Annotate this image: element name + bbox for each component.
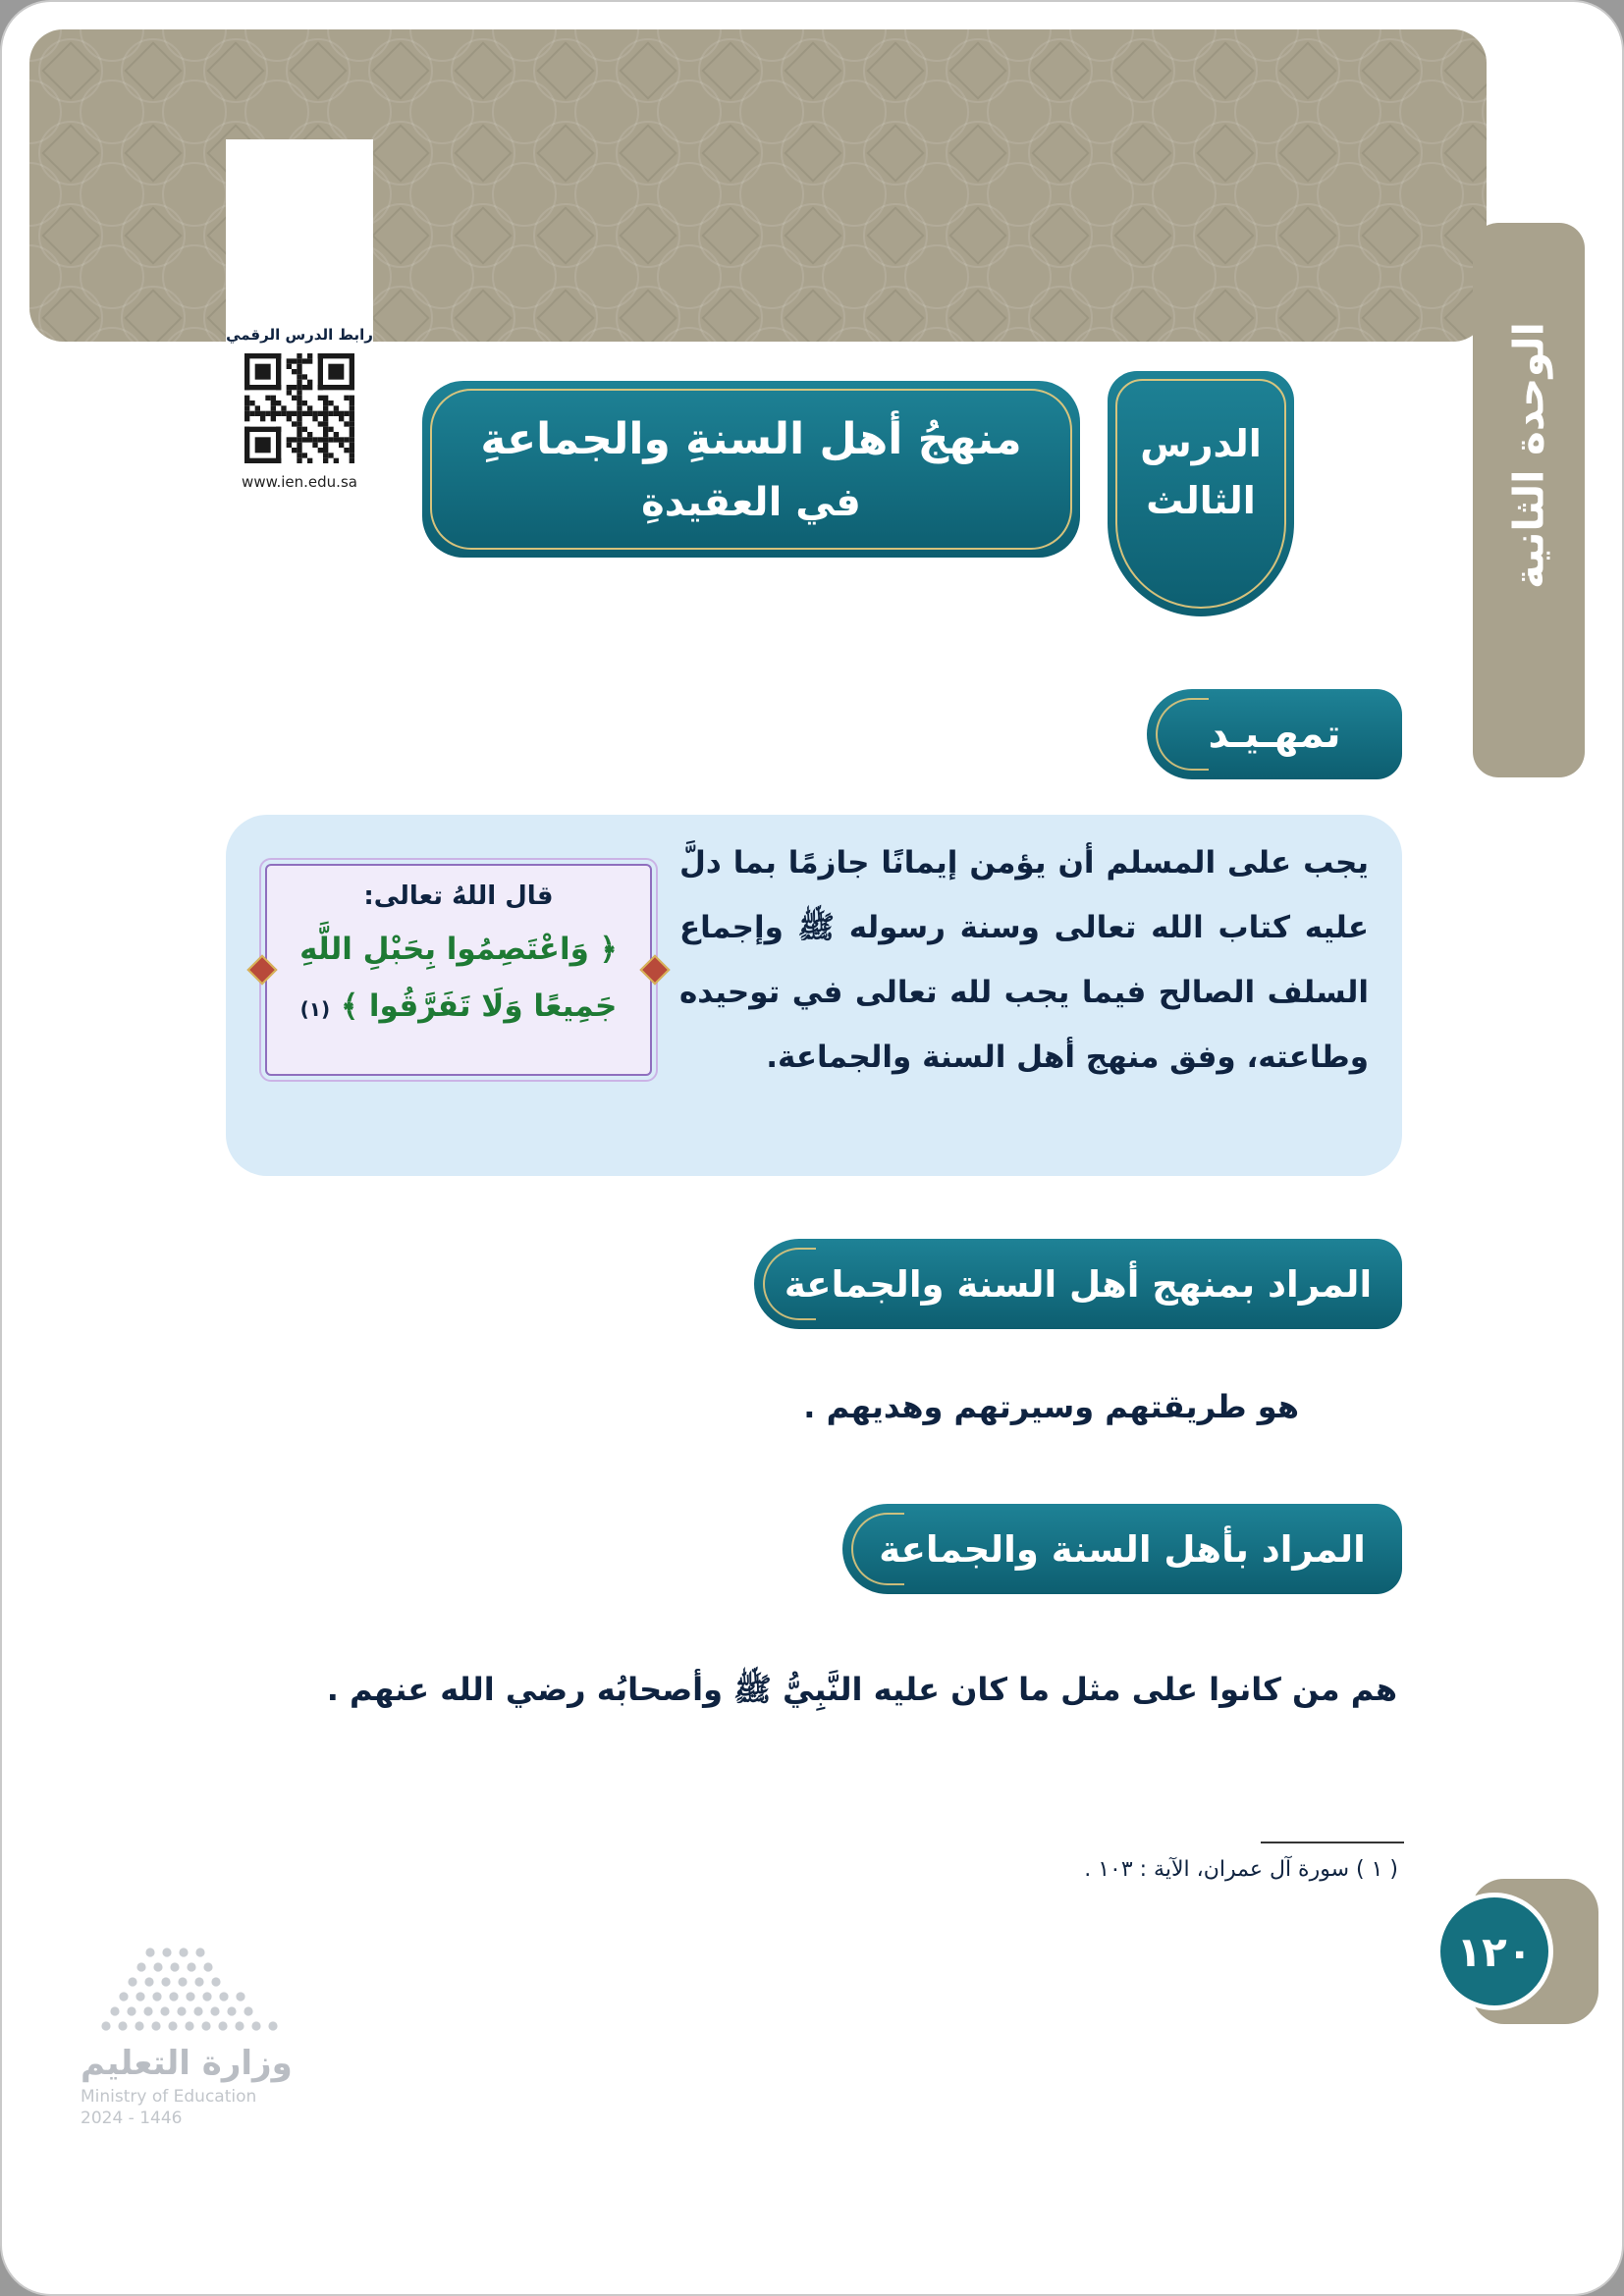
ahl-heading-banner [842, 1504, 1402, 1594]
verse-intro: قال اللهُ تعالى: [363, 881, 554, 911]
page-number: ١٢٠ [1456, 1927, 1533, 1976]
tamheed-heading-banner [1147, 689, 1402, 779]
qr-url: www.ien.edu.sa [242, 473, 357, 491]
lesson-title-line2: في العقيدةِ [641, 479, 861, 525]
manhaj-body-text: هو طريقتهم وسيرتهم وهديهم . [803, 1388, 1299, 1425]
intro-paragraph: يجب على المسلم أن يؤمن إيمانًا جازمًا بما دلَّ عليه كتاب الله تعالى وسنة رسوله ﷺ وإجماع السلف الصالح فيما يجب لله تعالى في توحيده وطاعته، وفق منهج أهل السنة والجماعة. [679, 845, 1369, 1075]
lesson-badge-line2: الثالث [1146, 479, 1256, 522]
page-number-badge [1435, 1893, 1553, 2010]
qr-panel [226, 139, 373, 505]
lesson-badge-line1: الدرس [1140, 422, 1262, 465]
qr-label: رابط الدرس الرقمي [226, 326, 373, 344]
tamheed-heading: تمهـيـد [1208, 712, 1341, 757]
ministry-name-english: Ministry of Education [81, 2087, 257, 2107]
footnote-text: ( ١ ) سورة آل عمران، الآية : ١٠٣ . [1084, 1857, 1398, 1882]
lesson-badge [1108, 371, 1294, 616]
edition-years: 2024 - 1446 [81, 2109, 183, 2128]
manhaj-heading-banner [754, 1239, 1402, 1329]
unit-tab [1473, 223, 1585, 777]
qr-code-icon [244, 353, 354, 463]
ministry-footer [81, 1924, 375, 2128]
manhaj-heading: المراد بمنهج أهل السنة والجماعة [784, 1262, 1373, 1306]
quran-verse-box [265, 864, 652, 1076]
intro-panel [226, 815, 1402, 1176]
ministry-logo-icon [81, 1924, 306, 2042]
footnote-divider [1261, 1842, 1404, 1843]
lesson-title-line1: منهجُ أهل السنةِ والجماعةِ [480, 413, 1022, 464]
quran-verse [279, 921, 638, 1038]
ministry-name-arabic: وزارة التعليم [81, 2044, 293, 2083]
unit-tab-label: الوحدة الثانية [1504, 322, 1553, 590]
ahl-body-text: هم من كانوا على مثل ما كان عليه النَّبِيُّ ﷺ وأصحابُه رضي الله عنهم . [326, 1671, 1397, 1708]
verse-footnote-mark: (١) [299, 997, 331, 1021]
ahl-heading: المراد بأهل السنة والجماعة [879, 1527, 1366, 1571]
quran-verse-text: ﴿ وَاعْتَصِمُوا بِحَبْلِ اللَّهِ جَمِيعًا وَلَا تَفَرَّقُوا ﴾ [299, 932, 618, 1024]
lesson-title-banner [422, 381, 1080, 558]
